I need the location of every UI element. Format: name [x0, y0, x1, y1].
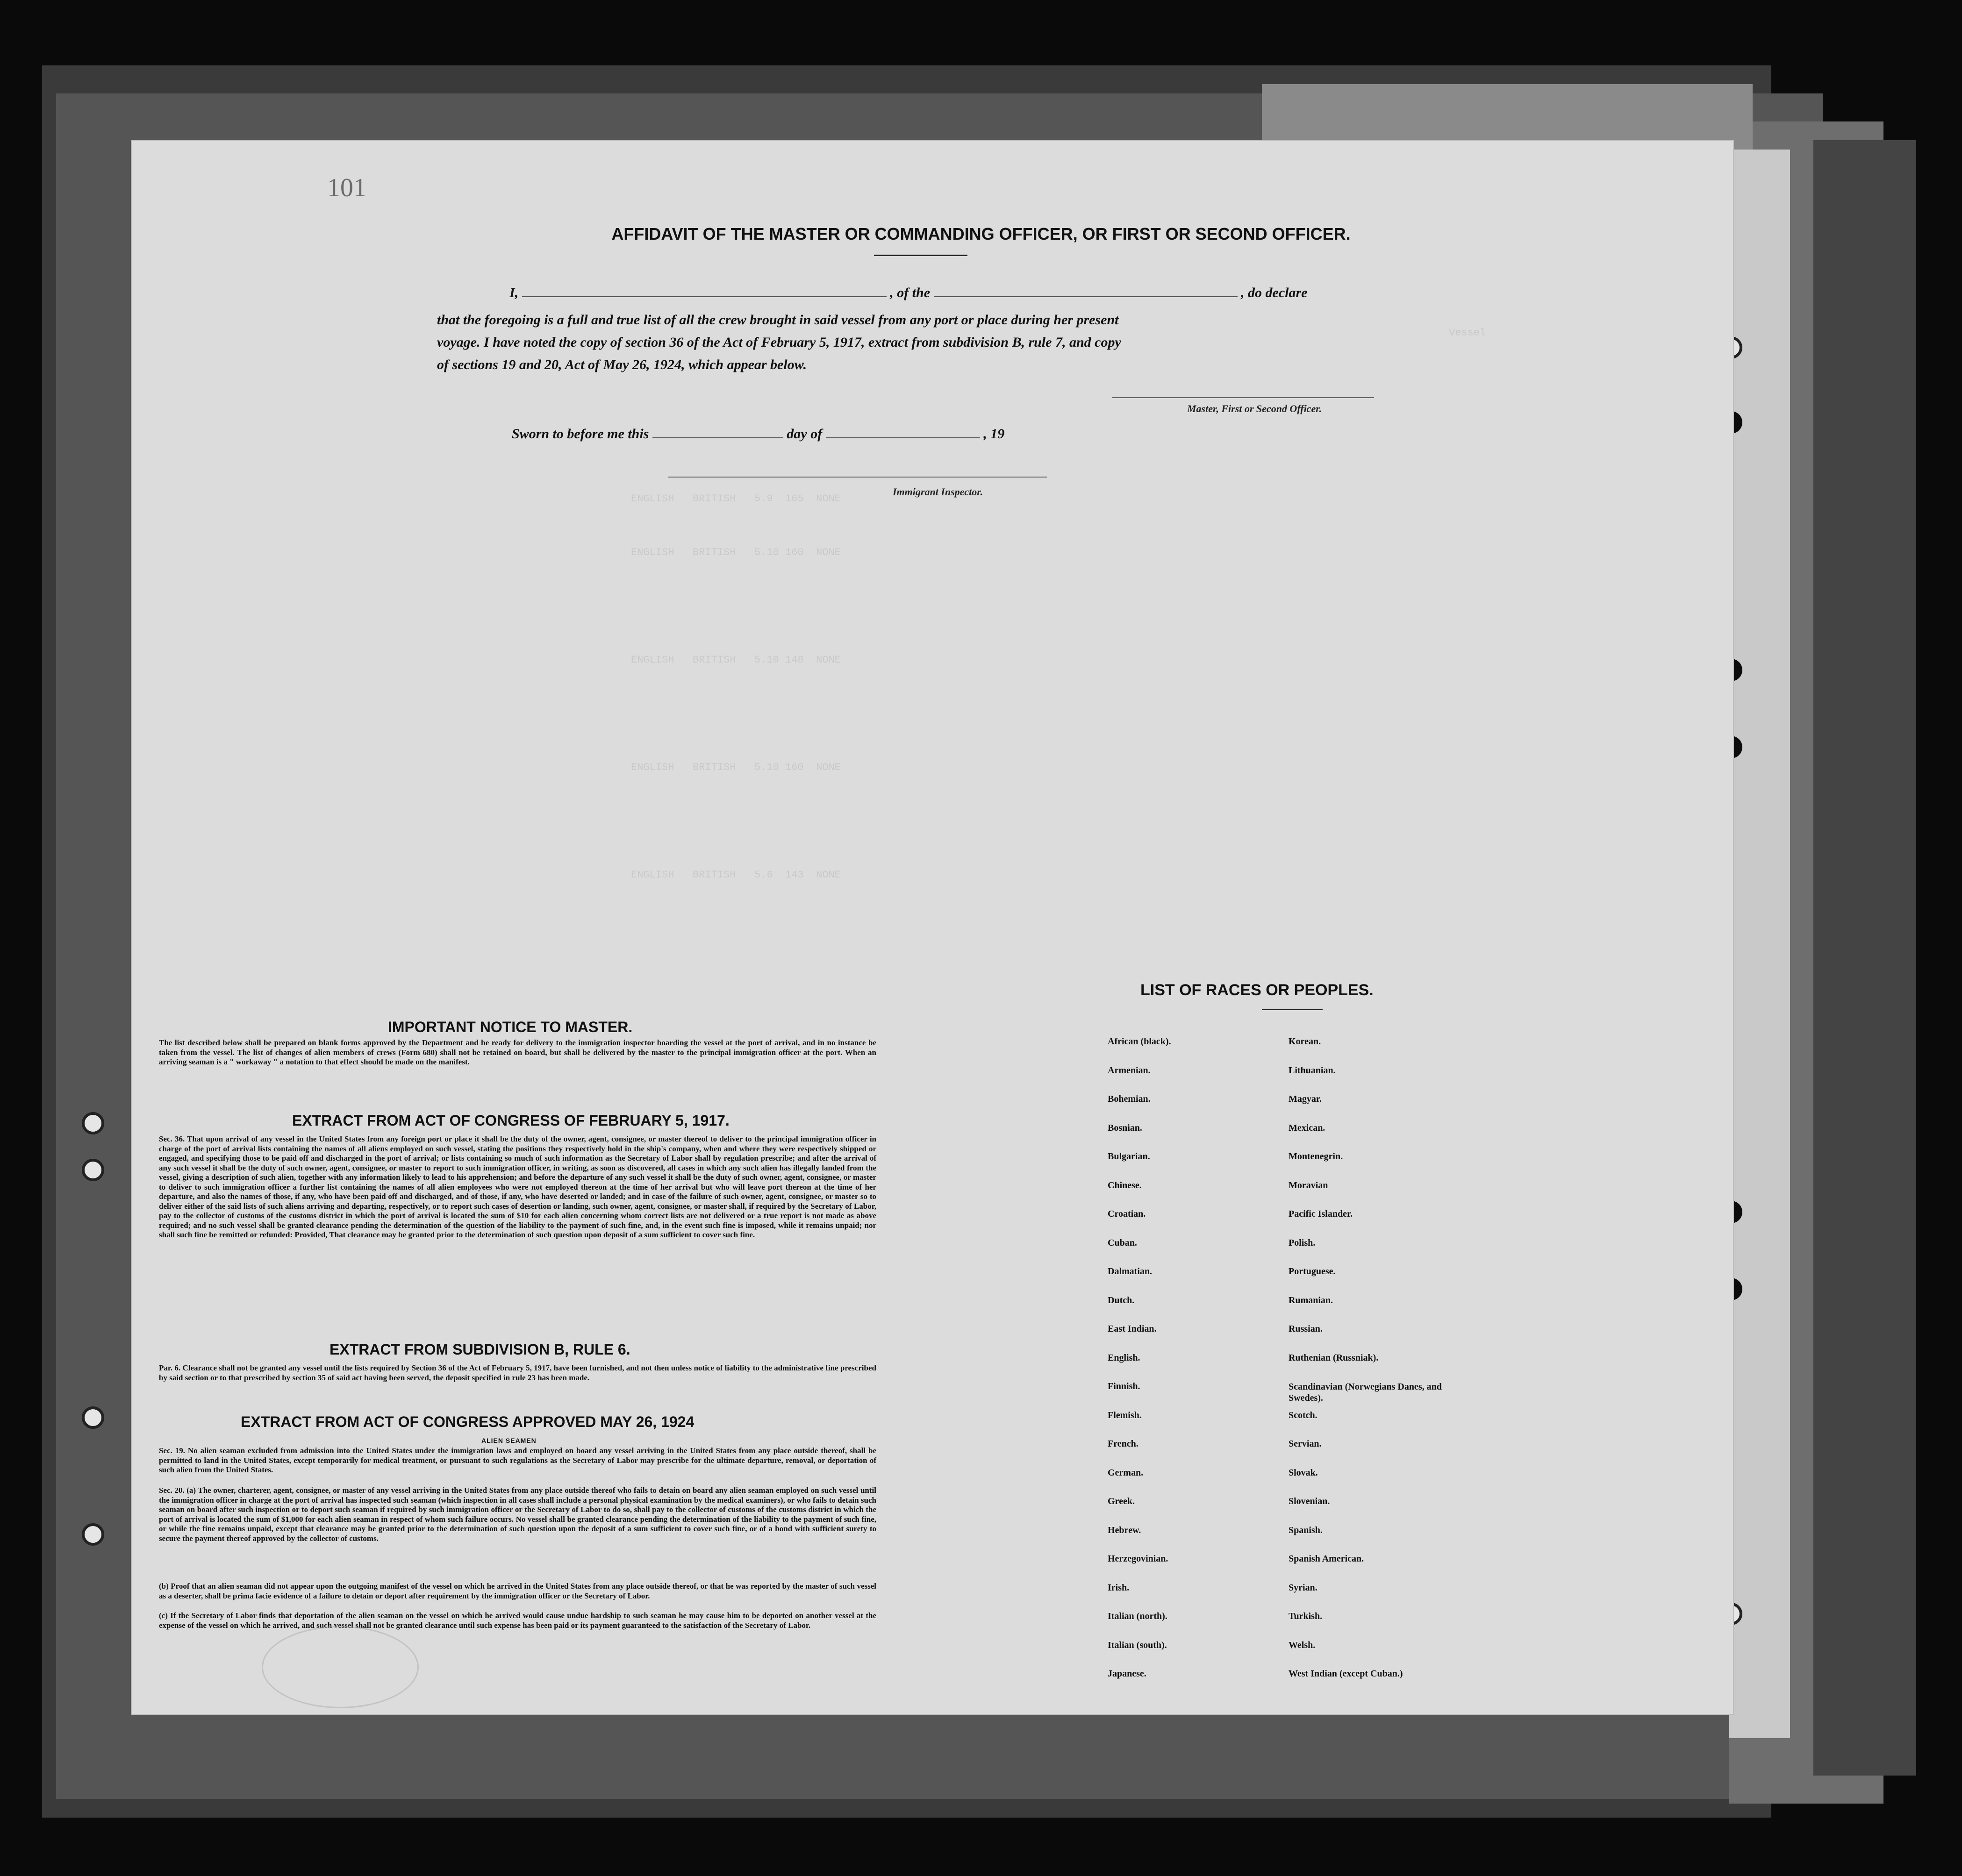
affidavit-text-line: that the foregoing is a full and true list of all the crew brought in said vessel from any port or place during her present — [437, 312, 1119, 328]
notice-title: IMPORTANT NOTICE TO MASTER. — [388, 1019, 633, 1035]
master-name-blank[interactable] — [522, 296, 887, 297]
race-item: Finnish. — [1108, 1381, 1140, 1391]
extract-1924-sec20a: Sec. 20. (a) The owner, charterer, agent, consignee, or master of any vessel arriving in the United States from any place outside thereof who fails to detain on board any alien seaman employed on such vessel until the immigration officer in charge at the port of arrival has inspected such seaman (which inspection in all cases shall include a personal physical examination by the medical examiners), or who fails to detain such seaman on board after such inspection or to deport such seaman if required by such immigration officer or the Secretary of Labor to do so, shall pay to the collector of customs of the customs district in which the port of arrival is located the sum of $1,000 for each alien seaman in respect of whom such failure occurs. No vessel shall be granted clearance pending the determination of the liability to the payment of such fine, or while the fine remains unpaid, except that clearance may be granted prior to the determination of such question upon the deposit of a sum sufficient to cover such fine, or of a bond with sufficient surety to secure the payment thereof approved by the collector of customs. — [159, 1486, 876, 1543]
extract-1924-subtitle: ALIEN SEAMEN — [481, 1437, 537, 1444]
inspector-signature-line — [668, 477, 1047, 478]
page-number: 101 — [327, 173, 366, 202]
race-item: Flemish. — [1108, 1410, 1142, 1420]
race-item: Chinese. — [1108, 1180, 1142, 1191]
bleed-through-text: ENGLISH BRITISH 5.6 143 NONE — [631, 869, 841, 881]
extract-rule6-title: EXTRACT FROM SUBDIVISION B, RULE 6. — [329, 1341, 630, 1358]
race-item: French. — [1108, 1439, 1139, 1449]
race-item: Bulgarian. — [1108, 1151, 1150, 1162]
race-item: Welsh. — [1289, 1640, 1316, 1650]
race-item: Polish. — [1289, 1237, 1316, 1248]
sworn-month-blank[interactable] — [826, 437, 980, 438]
title-rule — [874, 255, 967, 256]
race-item: Syrian. — [1289, 1582, 1318, 1593]
bleed-through-text: ENGLISH BRITISH 5.10 160 NONE — [631, 762, 841, 773]
race-item: Montenegrin. — [1289, 1151, 1343, 1162]
punch-hole — [82, 1523, 104, 1546]
extract-1924-sec20b: (b) Proof that an alien seaman did not appear upon the outgoing manifest of the vessel on which he arrived in the United States from any place outside thereof, or that he was reported by the master of such vessel as a deserter, shall be prima facie evidence of a failure to detain or deport after requirement by the immigration officer or the Secretary of Labor. — [159, 1582, 876, 1600]
punch-hole — [82, 1112, 104, 1134]
race-item: Armenian. — [1108, 1065, 1151, 1076]
race-item: Korean. — [1289, 1036, 1321, 1047]
race-item: German. — [1108, 1467, 1144, 1478]
race-item: Magyar. — [1289, 1094, 1322, 1104]
punch-hole — [82, 1159, 104, 1181]
affidavit-text-line: voyage. I have noted the copy of section 36 of the Act of February 5, 1917, extract from subdivision B, rule 7, and copy — [437, 335, 1121, 350]
race-item: Irish. — [1108, 1582, 1130, 1593]
bleed-through-text: ENGLISH BRITISH 5.10 148 NONE — [631, 654, 841, 666]
sworn-line: Sworn to before me this day of , 19 — [512, 426, 1005, 442]
extract-rule6-text: Par. 6. Clearance shall not be granted any vessel until the lists required by Section 36 of the Act of February 5, 1917, have been furnished, and not then unless notice of liability to the administrative fine prescribed by said section or to that prescribed by section 35 of said act having been served, the deposit specified in rule 23 has been made. — [159, 1363, 876, 1382]
race-item: Bosnian. — [1108, 1122, 1142, 1133]
race-item: Portuguese. — [1289, 1266, 1336, 1277]
race-item: Italian (south). — [1108, 1640, 1167, 1650]
faded-stamp — [262, 1626, 419, 1708]
race-item: Dutch. — [1108, 1295, 1135, 1305]
races-title: LIST OF RACES OR PEOPLES. — [1140, 981, 1374, 999]
race-item: Mexican. — [1289, 1122, 1325, 1133]
bleed-through-text: ENGLISH BRITISH 5.10 160 NONE — [631, 547, 841, 558]
race-item: Pacific Islander. — [1289, 1209, 1353, 1219]
race-item: English. — [1108, 1352, 1140, 1363]
race-item: Moravian — [1289, 1180, 1328, 1191]
extract-1924-sec19: Sec. 19. No alien seaman excluded from admission into the United States under the immigration laws and employed on board any vessel arriving in the United States from any place outside thereof, shall be permitted to land in the United States, except temporarily for medical treatment, or pursuant to such regulations as the Secretary of Labor may prescribe for the ultimate departure, removal, or deportation of such alien from the United States. — [159, 1446, 876, 1474]
race-item: Rumanian. — [1289, 1295, 1333, 1305]
punch-hole — [82, 1406, 104, 1429]
race-item: African (black). — [1108, 1036, 1171, 1047]
underlying-page-edge — [1729, 150, 1790, 1738]
extract-1917-title: EXTRACT FROM ACT OF CONGRESS OF FEBRUARY 5, 1917. — [292, 1112, 730, 1129]
race-item: Greek. — [1108, 1496, 1135, 1506]
signature-line — [1112, 397, 1374, 398]
race-item: West Indian (except Cuban.) — [1289, 1669, 1403, 1679]
inspector-caption: Immigrant Inspector. — [893, 486, 983, 498]
affidavit-title: AFFIDAVIT OF THE MASTER OR COMMANDING OFFICER, OR FIRST OR SECOND OFFICER. — [611, 224, 1351, 243]
master-signature-caption: Master, First or Second Officer. — [1187, 403, 1322, 414]
manifest-page — [131, 140, 1734, 1715]
race-item: Spanish. — [1289, 1525, 1323, 1535]
bleed-through-text: ENGLISH BRITISH 5.9 165 NONE — [631, 493, 841, 505]
extract-1924-sec20c: (c) If the Secretary of Labor finds that deportation of the alien seaman on the vessel on which he arrived would cause undue hardship to such seaman he may cause him to be deported on another vessel at the expense of the vessel on which he arrived, and such vessel shall not be granted clearance until such expense has been paid or its payment guaranteed to the satisfaction of the Secretary of Labor. — [159, 1611, 876, 1630]
race-item: Bohemian. — [1108, 1094, 1151, 1104]
race-item: Turkish. — [1289, 1611, 1323, 1621]
race-item: Russian. — [1289, 1324, 1323, 1334]
race-item: Lithuanian. — [1289, 1065, 1336, 1076]
affidavit-text-line: of sections 19 and 20, Act of May 26, 1924, which appear below. — [437, 357, 807, 372]
race-item: Herzegovinian. — [1108, 1554, 1168, 1564]
race-item: Servian. — [1289, 1439, 1322, 1449]
races-title-rule — [1262, 1009, 1323, 1010]
vessel-name-blank[interactable] — [934, 296, 1238, 297]
affidavit-declaration-line: I, , of the , do declare — [509, 285, 1308, 300]
race-item: Slovak. — [1289, 1467, 1318, 1478]
race-item: Croatian. — [1108, 1209, 1146, 1219]
sworn-day-blank[interactable] — [652, 437, 783, 438]
extract-1917-text: Sec. 36. That upon arrival of any vessel in the United States from any foreign port or place it shall be the duty of the owner, agent, consignee, or master thereof to deliver to the principal immigration officer in charge of the port of arrival lists containing the names of all aliens employed on such vessel, stating the positions they respectively hold in the ship's company, when and where they were respectively shipped or engaged, and specifying those to be paid off and discharged in the port of arrival; or lists containing so much of such information as the Secretary of Labor shall by regulation prescribe; and after the arrival of any such vessel it shall be the duty of such owner, agent, consignee, or master to report to such immigration officer, in writing, as soon as discovered, all cases in which any such alien has illegally landed from the vessel, giving a description of such alien, together with any information likely to lead to his apprehension; and before the departure of any such vessel it shall be the duty of such owner, agent, consignee, or master to deliver to such immigration officer a further list containing the names of all alien employees who were not employed thereon at the time of her arrival but who will leave port thereon at the time of her departure, and also the names of those, if any, who have been paid off and discharged, and of those, if any, who have deserted or landed; and in case of the failure of such owner, agent, consignee, or master so to deliver either of the said lists of such aliens arriving and departing, respectively, or to report such cases of desertion or landing, such owner, agent, consignee, or master shall, if required by the Secretary of Labor, pay to the collector of customs of the customs district in which the port of arrival is located the sum of $10 for each alien concerning whom correct lists are not delivered or a true report is not made as above required; and no such vessel shall be granted clearance pending the determination of the question of the liability to the payment of such fine, and, in the event such fine is imposed, while it remains unpaid; nor shall such fine be remitted or refunded: Provided, That clearance may be granted prior to the determination of such question upon deposit of a sum sufficient to cover such fine. — [159, 1134, 876, 1239]
bleed-through-text: Vessel — [1449, 327, 1486, 339]
race-item: Cuban. — [1108, 1237, 1137, 1248]
race-item: Italian (north). — [1108, 1611, 1167, 1621]
race-item: Scandinavian (Norwegians Danes, and Swedes). — [1289, 1382, 1442, 1403]
race-item: Ruthenian (Russniak). — [1289, 1352, 1379, 1363]
race-item: East Indian. — [1108, 1324, 1157, 1334]
race-item: Dalmatian. — [1108, 1266, 1152, 1277]
notice-text: The list described below shall be prepared on blank forms approved by the Department and be ready for delivery to the immigration inspector boarding the vessel at the port of arrival, and in no instance be taken from the vessel. The list of changes of alien members of crews (Form 680) shall not be retained on board, but shall be delivered by the master to the principal immigration officer at the port. When an arriving seaman is a " workaway " a notation to that effect should be made on the manifest. — [159, 1038, 876, 1066]
race-item: Spanish American. — [1289, 1554, 1364, 1564]
background-sheet — [1813, 140, 1916, 1776]
race-item: Slovenian. — [1289, 1496, 1330, 1506]
race-item: Hebrew. — [1108, 1525, 1141, 1535]
race-item: Scotch. — [1289, 1410, 1318, 1420]
extract-1924-title: EXTRACT FROM ACT OF CONGRESS APPROVED MAY 26, 1924 — [241, 1413, 695, 1430]
background-sheet — [1262, 84, 1753, 150]
race-item: Japanese. — [1108, 1669, 1146, 1679]
